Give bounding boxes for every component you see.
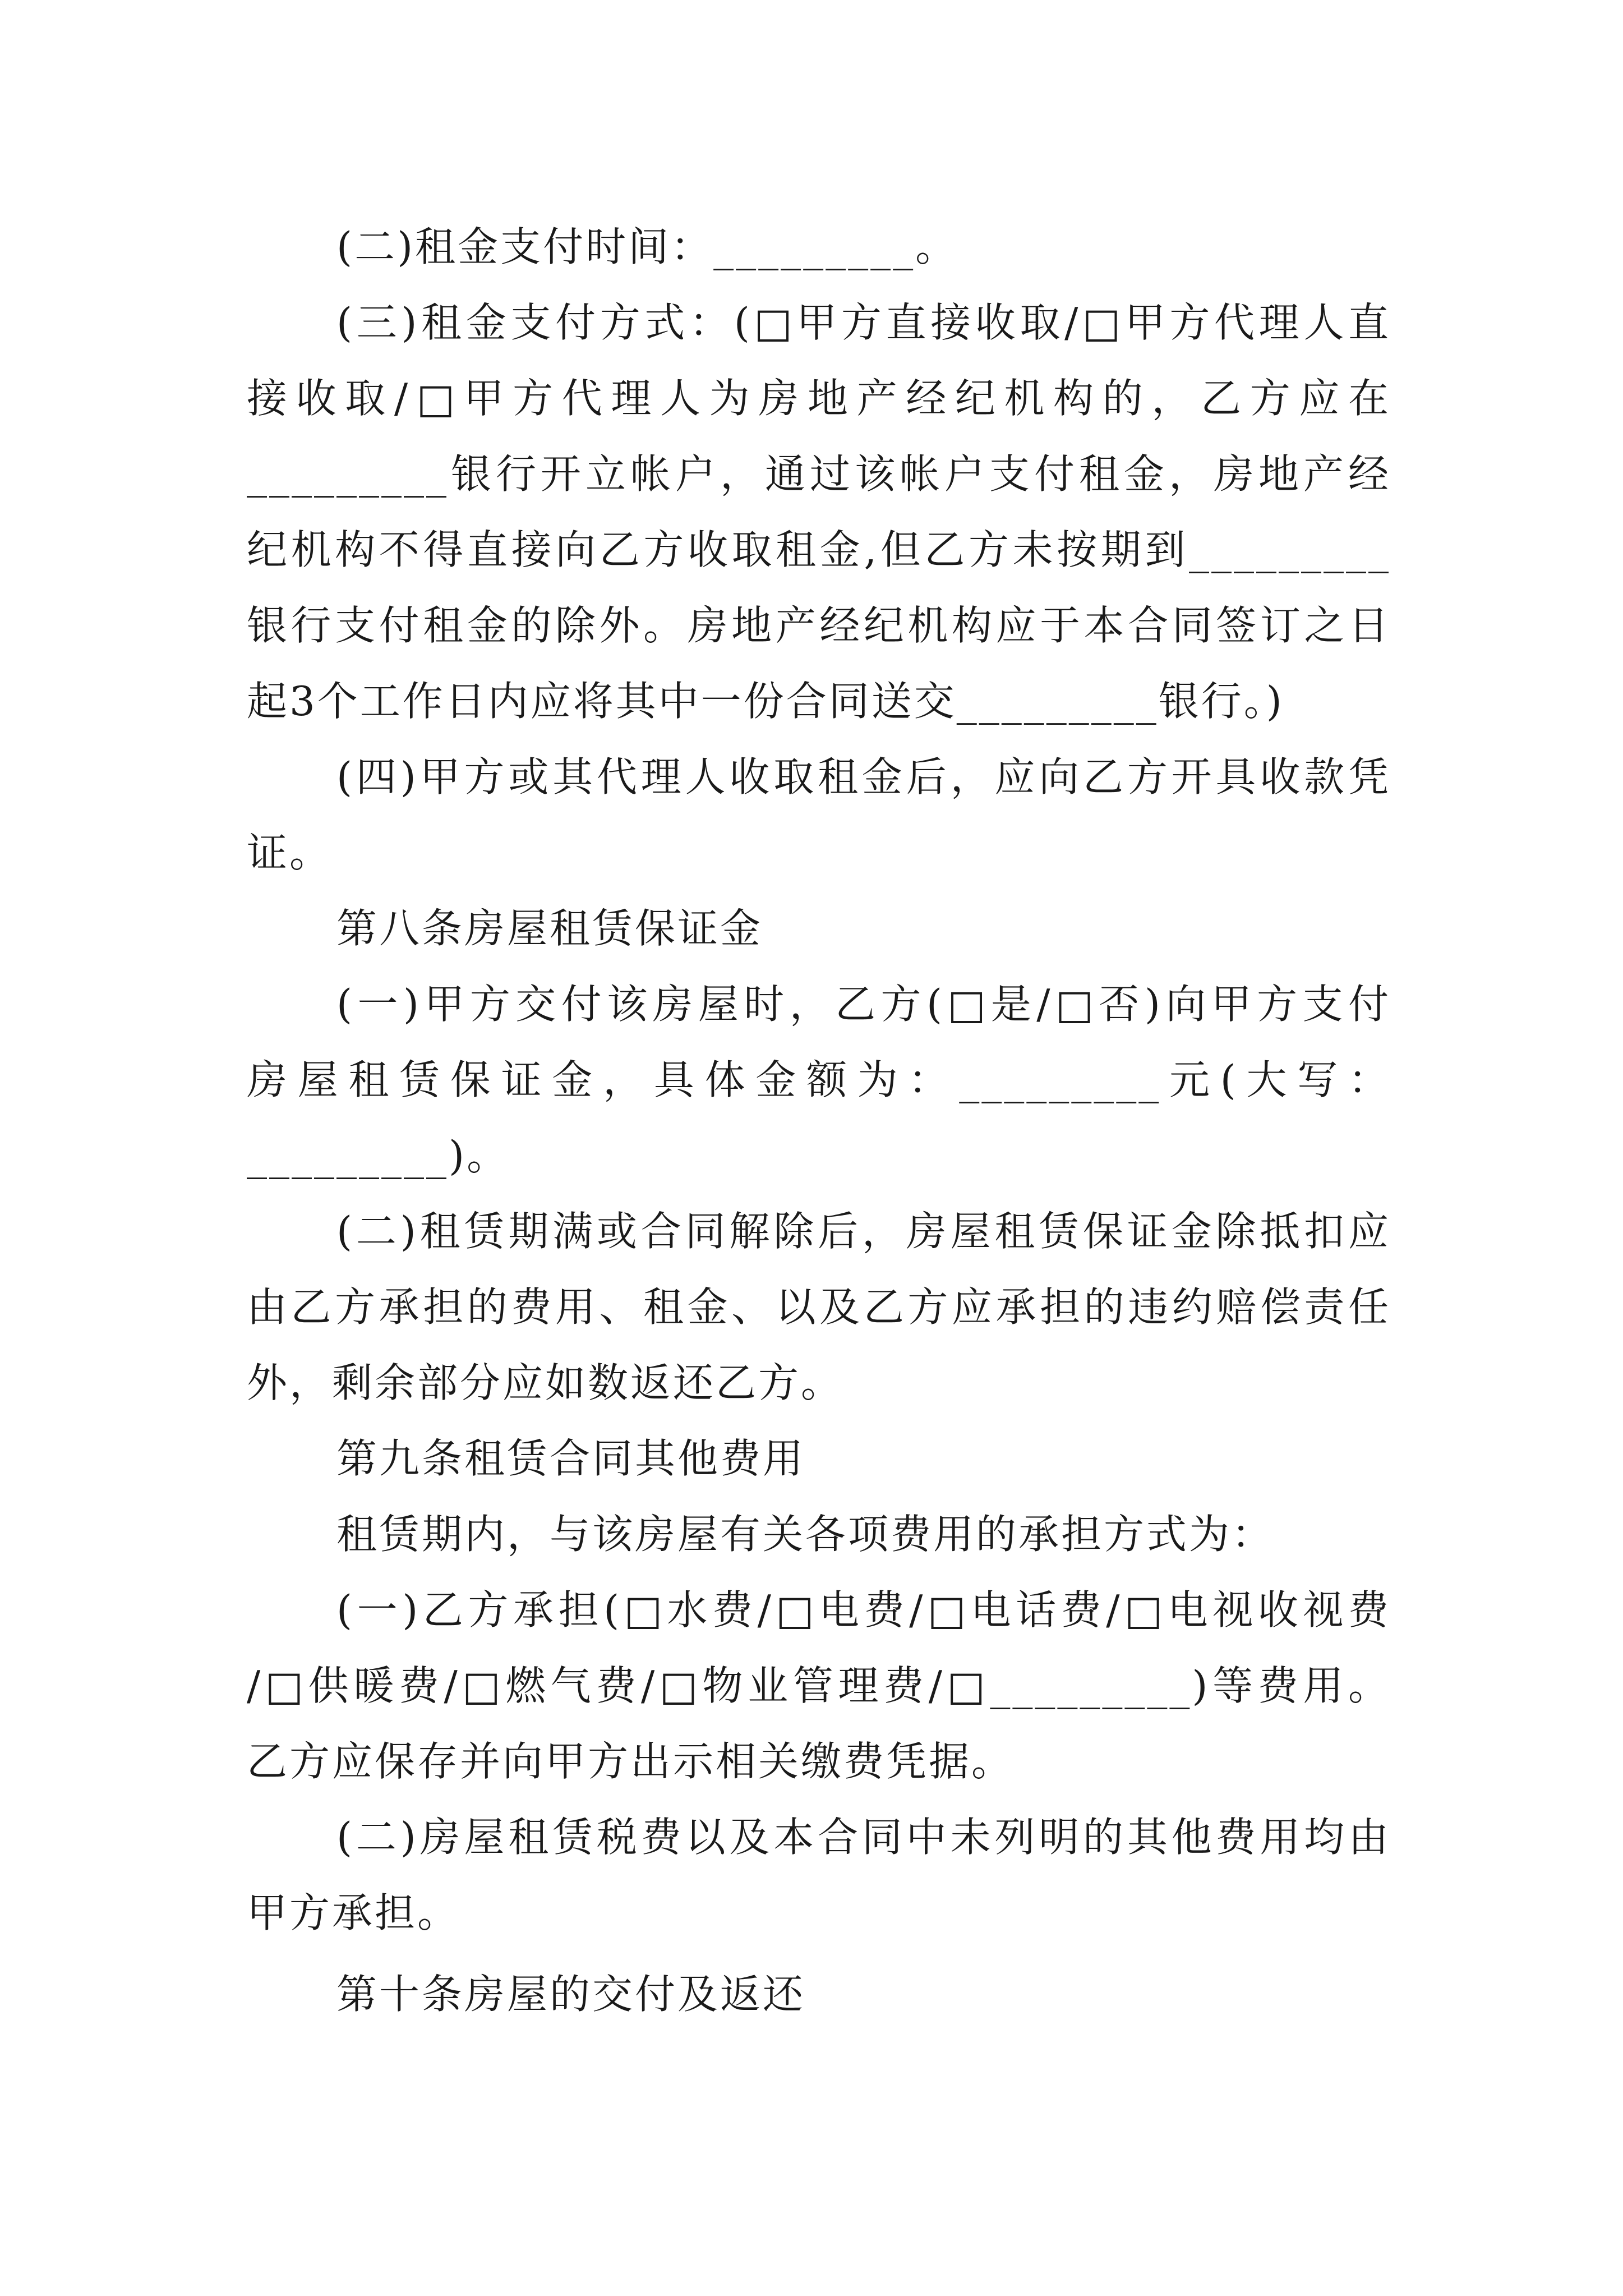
section-heading: 第八条房屋租赁保证金 <box>336 905 763 952</box>
paragraph-line: 租赁期内，与该房屋有关各项费用的承担方式为： <box>336 1511 1275 1558</box>
paragraph-line: 证。 <box>247 829 333 876</box>
paragraph-line: 甲方承担。 <box>247 1889 460 1936</box>
paragraph-line: 房屋租赁保证金，具体金额为：_________元(大写： <box>247 1056 1391 1103</box>
paragraph-line: 起3个工作日内应将其中一份合同送交_________银行。) <box>247 678 1284 725</box>
section-heading: 第九条租赁合同其他费用 <box>336 1435 806 1482</box>
paragraph-line: 外，剩余部分应如数返还乙方。 <box>247 1359 844 1406</box>
paragraph-line: 乙方应保存并向甲方出示相关缴费凭据。 <box>247 1738 1015 1785</box>
paragraph-line: /□供暖费/□燃气费/□物业管理费/□_________)等费用。 <box>247 1662 1391 1709</box>
paragraph-line: 接收取/□甲方代理人为房地产经纪机构的，乙方应在 <box>247 375 1391 422</box>
paragraph-line: (一)甲方交付该房屋时，乙方(□是/□否)向甲方支付 <box>336 981 1391 1028</box>
section-heading: 第十条房屋的交付及返还 <box>336 1971 806 2018</box>
paragraph-line: (二)租金支付时间：_________。 <box>336 223 958 270</box>
paragraph-line: (四)甲方或其代理人收取租金后，应向乙方开具收款凭 <box>336 753 1391 800</box>
paragraph-line: _________银行开立帐户，通过该帐户支付租金，房地产经 <box>247 450 1391 498</box>
paragraph-line: (二)租赁期满或合同解除后，房屋租赁保证金除抵扣应 <box>336 1208 1391 1255</box>
paragraph-line: (一)乙方承担(□水费/□电费/□电话费/□电视收视费 <box>336 1586 1391 1634</box>
paragraph-line: (二)房屋租赁税费以及本合同中未列明的其他费用均由 <box>336 1814 1391 1861</box>
paragraph-line: 纪机构不得直接向乙方收取租金,但乙方未按期到_________ <box>247 526 1391 573</box>
paragraph-line: _________)。 <box>247 1132 510 1179</box>
paragraph-line: 由乙方承担的费用、租金、以及乙方应承担的违约赔偿责任 <box>247 1283 1391 1331</box>
paragraph-line: 银行支付租金的除外。房地产经纪机构应于本合同签订之日 <box>247 602 1391 649</box>
paragraph-line: (三)租金支付方式：(□甲方直接收取/□甲方代理人直 <box>336 299 1391 346</box>
